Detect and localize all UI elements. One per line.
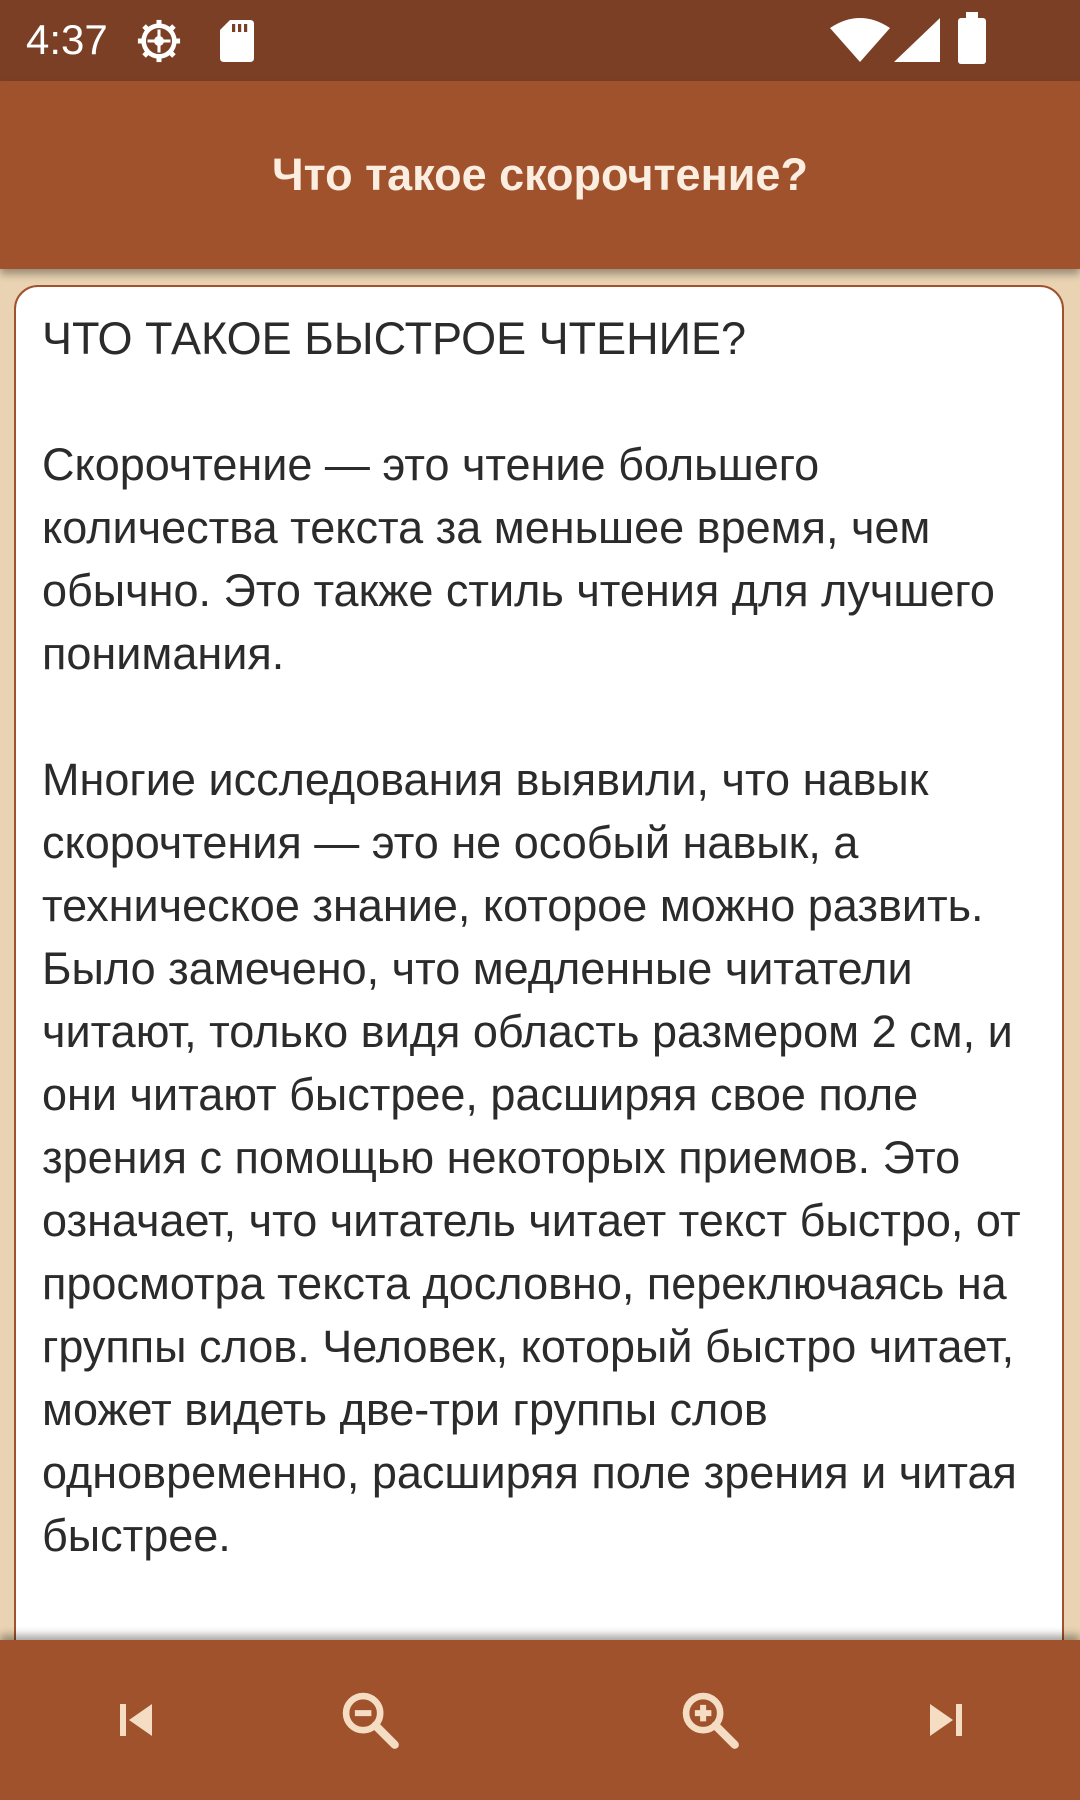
article-card[interactable] <box>14 285 1064 1745</box>
next-page-button[interactable] <box>904 1678 988 1762</box>
cell-signal-icon <box>894 18 940 62</box>
article-paragraph-2: Многие исследования выявили, что навык скорочтения — это не особый навык, а техническое знание, которое можно развить. Было замечено, что медленные читатели читают, только видя область размером 2 см, и они читают быстрее, расширяя свое поле зрения с помощью некоторых приемов. Это означает, что читатель читает текст быстро, от просмотра текста дословно, переключаясь на группы слов. Человек, который быстро читает, может видеть две-три группы слов одновременно, расширяя поле зрения и читая быстрее. <box>42 754 1021 1561</box>
zoom-out-icon <box>337 1687 403 1753</box>
zoom-in-button[interactable] <box>668 1678 752 1762</box>
skip-next-icon <box>922 1696 970 1744</box>
bottom-toolbar <box>0 1640 1080 1800</box>
page-title: Что такое скорочтение? <box>272 149 808 200</box>
sd-card-icon <box>220 20 254 62</box>
previous-page-button[interactable] <box>94 1678 178 1762</box>
wifi-icon <box>830 18 890 62</box>
article-paragraph-1: Скорочтение — это чтение большего количества текста за меньшее время, чем обычно. Это также стиль чтения для лучшего понимания. <box>42 439 995 679</box>
article-heading: ЧТО ТАКОЕ БЫСТРОЕ ЧТЕНИЕ? <box>42 313 746 364</box>
zoom-out-button[interactable] <box>328 1678 412 1762</box>
status-bar <box>0 0 1080 81</box>
zoom-in-icon <box>677 1687 743 1753</box>
settings-gear-icon <box>136 18 182 64</box>
skip-previous-icon <box>112 1696 160 1744</box>
battery-icon <box>958 12 986 64</box>
status-time: 4:37 <box>26 16 108 63</box>
article-text <box>42 307 1052 1630</box>
app-bar <box>0 81 1080 269</box>
